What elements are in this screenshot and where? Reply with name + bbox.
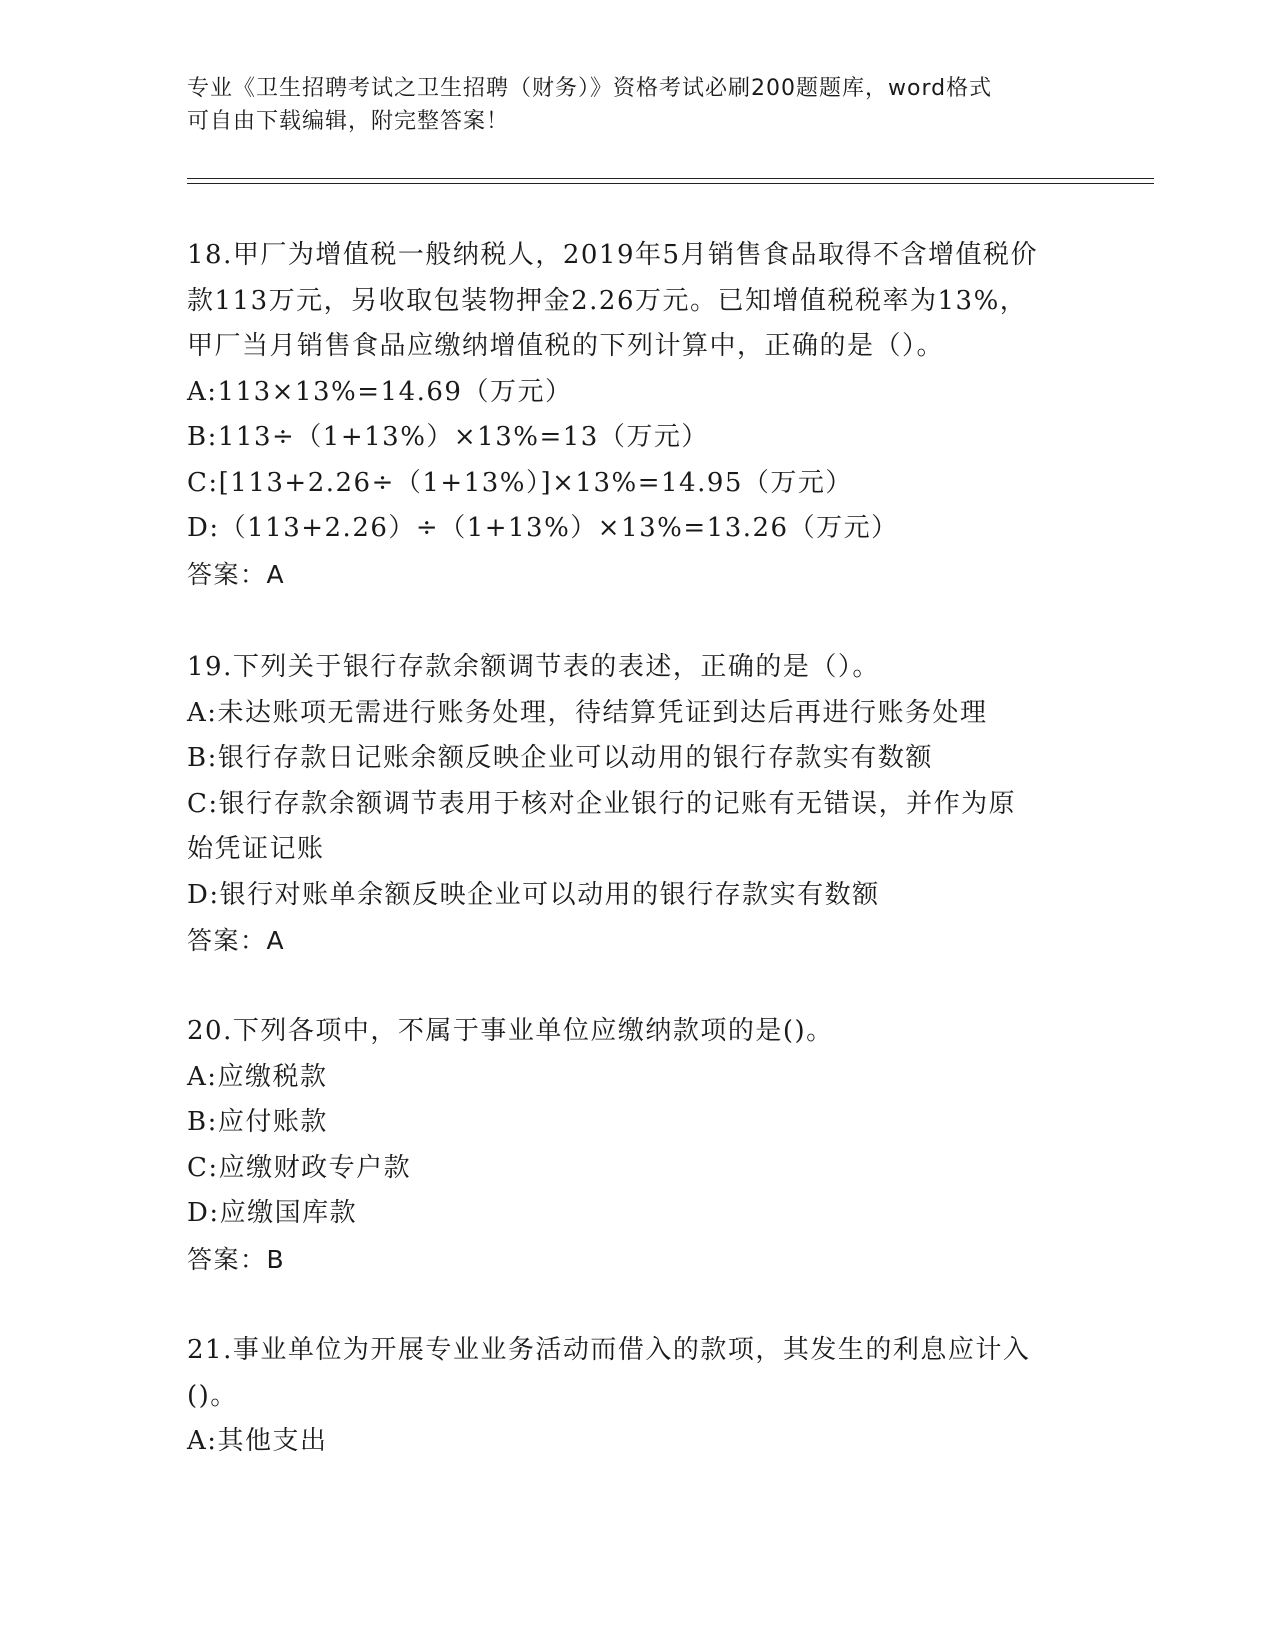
header-title-line-2: 可自由下载编辑，附完整答案！ (187, 109, 510, 134)
option-a: A:未达账项无需进行账务处理，待结算凭证到达后再进行账务处理 (187, 697, 988, 728)
question-stem: 21.事业单位为开展专业业务活动而借入的款项，其发生的利息应计入 (187, 1335, 1031, 1365)
option-b: B:银行存款日记账余额反映企业可以动用的银行存款实有数额 (187, 743, 933, 773)
option-a: A:应缴税款 (187, 1061, 328, 1092)
answer: 答案：B (187, 1244, 286, 1274)
header-divider-top (187, 178, 1154, 179)
option-c: C:银行存款余额调节表用于核对企业银行的记账有无错误，并作为原 (187, 788, 1017, 819)
option-d: D:（113+2.26）÷（1+13%）×13%=13.26（万元） (187, 513, 899, 543)
option-b: B:113÷（1+13%）×13%=13（万元） (187, 422, 709, 452)
option-a: A:113×13%=14.69（万元） (187, 376, 573, 407)
question-18 (187, 233, 1087, 597)
question-21 (187, 1328, 1087, 1465)
document-header (187, 72, 1087, 138)
question-stem: 19.下列关于银行存款余额调节表的表述，正确的是（）。 (187, 652, 880, 682)
question-stem: 款113万元，另收取包装物押金2.26万元。已知增值税税率为13%， (187, 285, 1028, 316)
option-d: D:银行对账单余额反映企业可以动用的银行存款实有数额 (187, 879, 880, 910)
header-divider-bottom (187, 183, 1154, 184)
option-c: C:[113+2.26÷（1+13%）]×13%=14.95（万元） (187, 467, 853, 498)
option-c-continued: 始凭证记账 (187, 834, 325, 864)
question-stem: ()。 (187, 1380, 238, 1411)
header-title-line-1: 专业《卫生招聘考试之卫生招聘（财务）》资格考试必刷200题题库，word格式 (187, 76, 993, 101)
option-d: D:应缴国库款 (187, 1198, 358, 1228)
answer: 答案：A (187, 559, 286, 589)
question-stem: 甲厂当月销售食品应缴纳增值税的下列计算中，正确的是（）。 (187, 331, 945, 361)
option-b: B:应付账款 (187, 1107, 328, 1137)
question-20 (187, 1009, 1087, 1282)
option-a: A:其他支出 (187, 1426, 328, 1456)
question-stem: 20.下列各项中，不属于事业单位应缴纳款项的是()。 (187, 1016, 834, 1046)
question-stem: 18.甲厂为增值税一般纳税人，2019年5月销售食品取得不含增值税价 (187, 240, 1039, 270)
answer: 答案：A (187, 926, 286, 955)
question-19 (187, 645, 1087, 964)
option-c: C:应缴财政专户款 (187, 1152, 412, 1183)
